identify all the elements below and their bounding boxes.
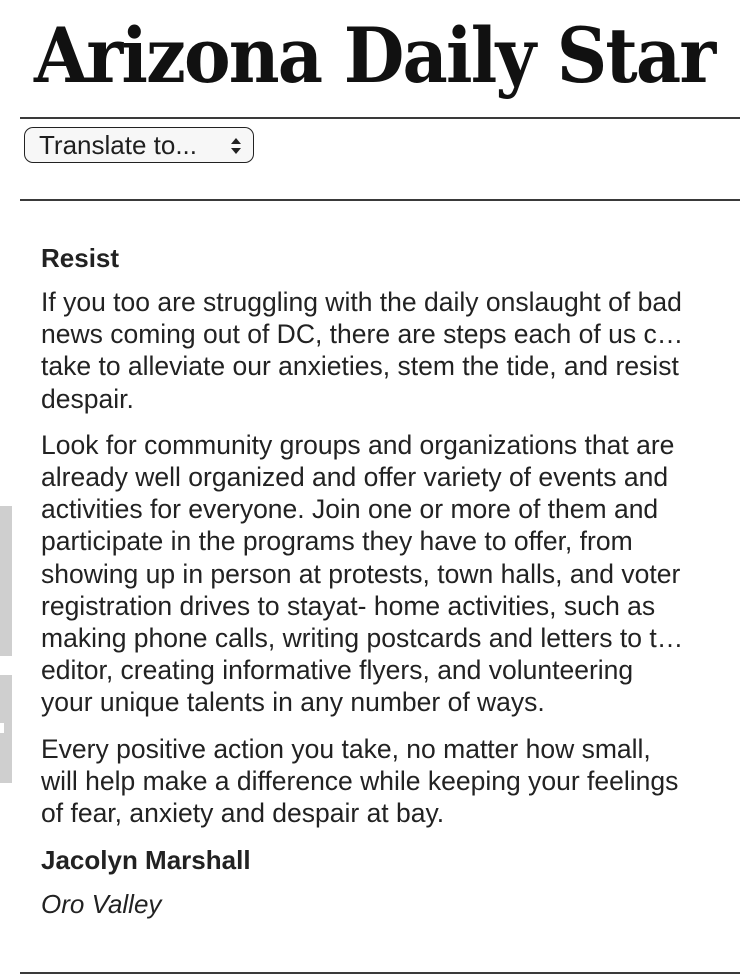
side-scroll-tab-upper[interactable]: [0, 506, 12, 656]
bottom-divider: [20, 972, 740, 974]
translate-select[interactable]: [24, 127, 254, 163]
letter-article: [41, 240, 731, 921]
paragraph-line: Look for community groups and organizations that are: [41, 429, 675, 460]
paragraph-line: registration drives to stayat- home activities, such as: [41, 590, 656, 621]
paragraph-line: despair.: [41, 383, 134, 414]
article-paragraph-3: [41, 733, 731, 830]
side-tab-notch: [0, 723, 4, 733]
paragraph-line: activities for everyone. Join one or more of them and: [41, 494, 659, 525]
article-paragraph-2: [41, 429, 731, 719]
section-divider: [20, 199, 740, 201]
paragraph-line: participate in the programs they have to offer, from: [41, 526, 633, 557]
paragraph-line: editor, creating informative flyers, and volunteering: [41, 655, 634, 686]
paragraph-line: showing up in person at protests, town halls, and voter: [41, 558, 681, 589]
chevron-updown-icon: [230, 135, 242, 157]
author-name: Jacolyn Marshall: [41, 845, 251, 876]
paragraph-line: If you too are struggling with the daily onslaught of bad: [41, 287, 682, 317]
paragraph-line: take to alleviate our anxieties, stem the tide, and resist: [41, 351, 679, 382]
article-headline: Resist: [41, 243, 120, 273]
paragraph-line: making phone calls, writing postcards and letters to t…: [41, 623, 684, 654]
paragraph-line: your unique talents in any number of ways.: [41, 687, 545, 718]
paragraph-line: news coming out of DC, there are steps each of us c…: [41, 319, 684, 350]
author-location: Oro Valley: [41, 889, 162, 920]
paragraph-line: of fear, anxiety and despair at bay.: [41, 798, 445, 829]
side-scroll-tab-lower[interactable]: [0, 675, 12, 783]
paragraph-line: will help make a difference while keeping your feelings: [41, 765, 679, 796]
masthead: [0, 0, 740, 118]
paragraph-line: Every positive action you take, no matter how small,: [41, 733, 651, 764]
masthead-logo[interactable]: Arizona Daily Star: [34, 11, 715, 100]
translate-select-label: Translate to...: [39, 130, 197, 160]
paragraph-line: already well organized and offer variety of events and: [41, 462, 669, 493]
top-divider: [20, 117, 740, 119]
article-paragraph-1: [41, 286, 731, 415]
